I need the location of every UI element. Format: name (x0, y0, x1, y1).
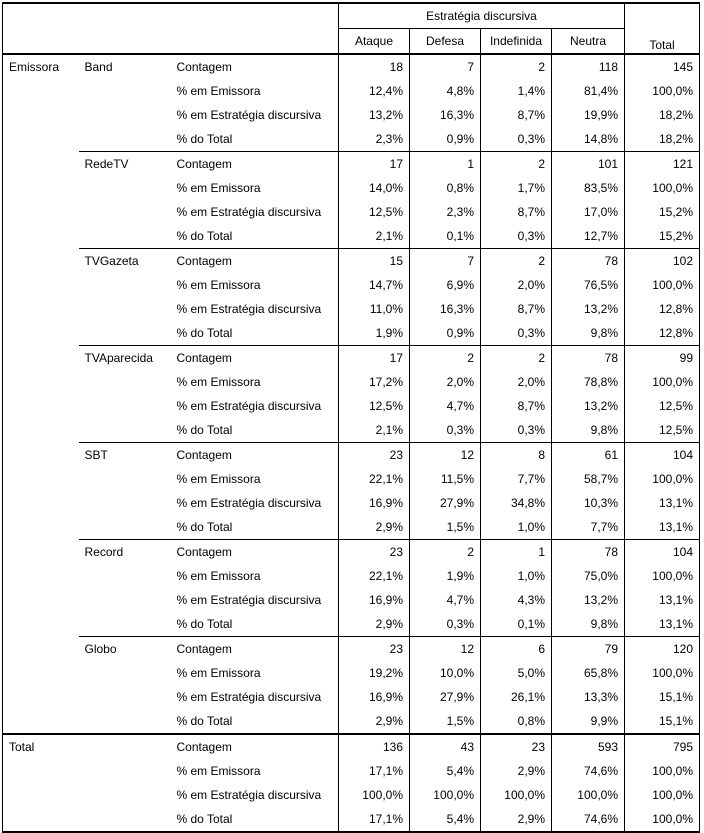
stat-label: Contagem (176, 60, 232, 74)
stat-label: % em Estratégia discursiva (176, 690, 322, 704)
value-cell: 2 (410, 540, 481, 565)
stat-label: % em Emissora (176, 666, 261, 680)
stat-label: % em Emissora (176, 181, 261, 195)
value-cell: 100,0% (552, 783, 625, 807)
value-cell: 74,6% (552, 807, 625, 832)
stat-label: Contagem (171, 540, 339, 565)
value-cell: 16,9% (339, 491, 410, 515)
stat-label: % em Emissora (176, 84, 261, 98)
value-cell: 4,8% (410, 79, 481, 103)
value-cell: 78 (552, 540, 625, 565)
row-total-cell: 15,1% (625, 709, 700, 734)
group-label: TVGazeta (79, 249, 171, 346)
crosstab-table (2, 2, 700, 833)
group-label: Band (84, 60, 113, 74)
row-total-cell: 100,0% (625, 564, 700, 588)
stat-label: % em Emissora (176, 278, 261, 292)
value-cell: 6 (481, 637, 552, 662)
value-cell: 78 (552, 249, 625, 274)
corner-cell (3, 3, 79, 29)
value-cell: 17,1% (339, 759, 410, 783)
value-cell: 0,8% (481, 709, 552, 734)
value-cell: 593 (552, 734, 625, 759)
stat-label: % em Emissora (176, 472, 261, 486)
row-total-cell: 13,1% (625, 515, 700, 540)
value-cell: 8,7% (481, 103, 552, 127)
stat-label: % do Total (171, 807, 339, 832)
value-cell: 2,0% (410, 370, 481, 394)
stat-label: % do Total (176, 714, 233, 728)
table-row (3, 54, 700, 79)
value-cell: 2 (410, 346, 481, 371)
value-cell: 1,5% (410, 515, 481, 540)
value-cell: 1,9% (410, 564, 481, 588)
value-cell: 10,0% (410, 661, 481, 685)
value-cell: 17,1% (339, 807, 410, 832)
row-total-cell: 145 (625, 54, 700, 79)
value-cell: 14,0% (339, 176, 410, 200)
value-cell: 0,1% (410, 224, 481, 249)
row-total-cell: 100,0% (625, 759, 700, 783)
value-cell: 12 (410, 443, 481, 468)
value-cell: 2,0% (481, 273, 552, 297)
value-cell: 13,2% (552, 588, 625, 612)
value-cell: 43 (410, 734, 481, 759)
value-cell: 1,4% (481, 79, 552, 103)
value-cell: 16,9% (339, 685, 410, 709)
value-cell: 8,7% (481, 297, 552, 321)
value-cell: 2 (481, 249, 552, 274)
table-row (3, 443, 700, 468)
value-cell: 18 (339, 54, 410, 79)
value-cell: 0,3% (481, 321, 552, 346)
value-cell: 0,3% (410, 612, 481, 637)
column-header-ataque: Ataque (339, 29, 410, 55)
table-row (3, 152, 700, 177)
value-cell: 76,5% (552, 273, 625, 297)
value-cell: 14,8% (552, 127, 625, 152)
stat-label: % em Emissora (176, 375, 261, 389)
value-cell: 78,8% (552, 370, 625, 394)
value-cell: 81,4% (552, 79, 625, 103)
value-cell: 10,3% (552, 491, 625, 515)
column-header-indefinida: Indefinida (481, 29, 552, 55)
stat-label: Contagem (171, 346, 339, 371)
value-cell: 17 (339, 152, 410, 177)
value-cell: 14,7% (339, 273, 410, 297)
row-total-cell: 102 (625, 249, 700, 274)
value-cell: 118 (552, 54, 625, 79)
value-cell: 0,3% (410, 418, 481, 443)
row-total-cell: 12,5% (625, 394, 700, 418)
row-total-cell: 13,1% (625, 588, 700, 612)
row-total-cell: 100,0% (625, 79, 700, 103)
value-cell: 8 (481, 443, 552, 468)
value-cell: 16,3% (410, 297, 481, 321)
value-cell: 13,2% (339, 103, 410, 127)
value-cell: 1,7% (481, 176, 552, 200)
value-cell: 101 (552, 152, 625, 177)
value-cell: 136 (339, 734, 410, 759)
value-cell: 8,7% (481, 394, 552, 418)
value-cell: 12,4% (339, 79, 410, 103)
value-cell: 58,7% (552, 467, 625, 491)
value-cell: 6,9% (410, 273, 481, 297)
stat-label: Contagem (171, 443, 339, 468)
row-total-cell: 100,0% (625, 370, 700, 394)
table-row (3, 249, 700, 274)
value-cell: 0,3% (481, 418, 552, 443)
row-total-cell: 120 (625, 637, 700, 662)
value-cell: 12,5% (339, 394, 410, 418)
total-group-cell (79, 734, 171, 832)
stat-label: % em Estratégia discursiva (176, 302, 322, 316)
value-cell: 2,0% (481, 370, 552, 394)
stat-label: % em Estratégia discursiva (176, 593, 322, 607)
group-label: SBT (79, 443, 171, 540)
value-cell: 12,5% (339, 200, 410, 224)
value-cell: 23 (339, 443, 410, 468)
stat-label: % em Estratégia discursiva (176, 399, 322, 413)
row-total-cell: 100,0% (625, 807, 700, 832)
value-cell: 4,3% (481, 588, 552, 612)
value-cell: 4,7% (410, 588, 481, 612)
value-cell: 0,9% (410, 321, 481, 346)
value-cell: 61 (552, 443, 625, 468)
row-total-cell: 100,0% (625, 273, 700, 297)
value-cell: 17,2% (339, 370, 410, 394)
value-cell: 12 (410, 637, 481, 662)
value-cell: 2 (481, 152, 552, 177)
value-cell: 1,9% (339, 321, 410, 346)
value-cell: 16,3% (410, 103, 481, 127)
row-total-cell: 104 (625, 540, 700, 565)
row-total-cell: 104 (625, 443, 700, 468)
value-cell: 8,7% (481, 200, 552, 224)
value-cell: 2,9% (481, 759, 552, 783)
value-cell: 0,3% (481, 224, 552, 249)
row-total-cell: 15,2% (625, 224, 700, 249)
stat-label: % do Total (176, 520, 233, 534)
row-total-cell: 100,0% (625, 176, 700, 200)
table-row (3, 346, 700, 371)
row-variable-label: Emissora (3, 54, 79, 734)
header-row-group (3, 3, 700, 29)
value-cell: 5,4% (410, 807, 481, 832)
value-cell: 23 (339, 540, 410, 565)
value-cell: 23 (481, 734, 552, 759)
table-row (3, 734, 700, 759)
header-row-columns (3, 29, 700, 55)
stat-label: % do Total (176, 617, 233, 631)
total-row-label: Total (3, 734, 79, 832)
value-cell: 15 (339, 249, 410, 274)
value-cell: 1,0% (481, 515, 552, 540)
group-label: TVAparecida (79, 346, 171, 443)
stat-label: % em Emissora (176, 569, 261, 583)
stat-label: % do Total (176, 423, 233, 437)
row-total-cell: 12,8% (625, 321, 700, 346)
row-total-cell: 15,1% (625, 685, 700, 709)
total-column-header: Total (625, 3, 700, 54)
value-cell: 22,1% (339, 564, 410, 588)
value-cell: 9,8% (552, 418, 625, 443)
row-total-cell: 99 (625, 346, 700, 371)
value-cell: 1 (481, 540, 552, 565)
stat-label: % do Total (176, 132, 233, 146)
value-cell: 16,9% (339, 588, 410, 612)
row-total-cell: 18,2% (625, 127, 700, 152)
value-cell: 100,0% (481, 783, 552, 807)
value-cell: 2,9% (339, 515, 410, 540)
table-row (3, 637, 700, 662)
group-label: Globo (79, 637, 171, 735)
value-cell: 34,8% (481, 491, 552, 515)
value-cell: 11,5% (410, 467, 481, 491)
value-cell: 100,0% (410, 783, 481, 807)
value-cell: 1 (410, 152, 481, 177)
stat-label: % em Estratégia discursiva (176, 205, 322, 219)
value-cell: 65,8% (552, 661, 625, 685)
value-cell: 7 (410, 249, 481, 274)
value-cell: 27,9% (410, 685, 481, 709)
row-total-cell: 18,2% (625, 103, 700, 127)
value-cell: 2,9% (339, 612, 410, 637)
row-total-cell: 13,1% (625, 491, 700, 515)
value-cell: 2 (481, 54, 552, 79)
value-cell: 12,7% (552, 224, 625, 249)
value-cell: 0,3% (481, 127, 552, 152)
row-total-cell: 13,1% (625, 612, 700, 637)
column-header-defesa: Defesa (410, 29, 481, 55)
stat-label: % em Estratégia discursiva (176, 496, 322, 510)
group-label: RedeTV (79, 152, 171, 249)
value-cell: 9,8% (552, 321, 625, 346)
value-cell: 13,3% (552, 685, 625, 709)
stat-label: % em Estratégia discursiva (176, 108, 322, 122)
stat-label: % em Estratégia discursiva (176, 788, 322, 802)
value-cell: 5,4% (410, 759, 481, 783)
value-cell: 7,7% (481, 467, 552, 491)
value-cell: 9,9% (552, 709, 625, 734)
row-total-cell: 100,0% (625, 661, 700, 685)
value-cell: 2,3% (410, 200, 481, 224)
value-cell: 17 (339, 346, 410, 371)
row-total-cell: 121 (625, 152, 700, 177)
table-row (3, 540, 700, 565)
stat-label: Contagem (171, 249, 339, 274)
value-cell: 2,9% (339, 709, 410, 734)
value-cell: 75,0% (552, 564, 625, 588)
value-cell: 100,0% (339, 783, 410, 807)
value-cell: 26,1% (481, 685, 552, 709)
value-cell: 0,9% (410, 127, 481, 152)
value-cell: 78 (552, 346, 625, 371)
value-cell: 74,6% (552, 759, 625, 783)
value-cell: 19,2% (339, 661, 410, 685)
value-cell: 13,2% (552, 394, 625, 418)
value-cell: 19,9% (552, 103, 625, 127)
stat-label: Contagem (171, 637, 339, 662)
group-label: Record (79, 540, 171, 637)
value-cell: 7 (410, 54, 481, 79)
column-group-header: Estratégia discursiva (339, 3, 625, 29)
value-cell: 13,2% (552, 297, 625, 321)
value-cell: 22,1% (339, 467, 410, 491)
value-cell: 79 (552, 637, 625, 662)
stat-label: Contagem (171, 734, 339, 759)
value-cell: 1,0% (481, 564, 552, 588)
row-total-cell: 15,2% (625, 200, 700, 224)
value-cell: 2,9% (481, 807, 552, 832)
stat-label: % do Total (176, 326, 233, 340)
column-header-neutra: Neutra (552, 29, 625, 55)
value-cell: 2,3% (339, 127, 410, 152)
row-total-cell: 795 (625, 734, 700, 759)
row-total-cell: 100,0% (625, 783, 700, 807)
row-total-cell: 100,0% (625, 467, 700, 491)
row-total-cell: 12,8% (625, 297, 700, 321)
value-cell: 0,8% (410, 176, 481, 200)
row-total-cell: 12,5% (625, 418, 700, 443)
value-cell: 7,7% (552, 515, 625, 540)
value-cell: 2 (481, 346, 552, 371)
value-cell: 23 (339, 637, 410, 662)
stat-label: % do Total (176, 229, 233, 243)
value-cell: 2,1% (339, 418, 410, 443)
value-cell: 5,0% (481, 661, 552, 685)
value-cell: 83,5% (552, 176, 625, 200)
value-cell: 11,0% (339, 297, 410, 321)
value-cell: 0,1% (481, 612, 552, 637)
value-cell: 9,8% (552, 612, 625, 637)
stat-label: % em Emissora (176, 764, 261, 778)
value-cell: 17,0% (552, 200, 625, 224)
value-cell: 27,9% (410, 491, 481, 515)
value-cell: 2,1% (339, 224, 410, 249)
stat-label: Contagem (171, 152, 339, 177)
value-cell: 1,5% (410, 709, 481, 734)
value-cell: 4,7% (410, 394, 481, 418)
